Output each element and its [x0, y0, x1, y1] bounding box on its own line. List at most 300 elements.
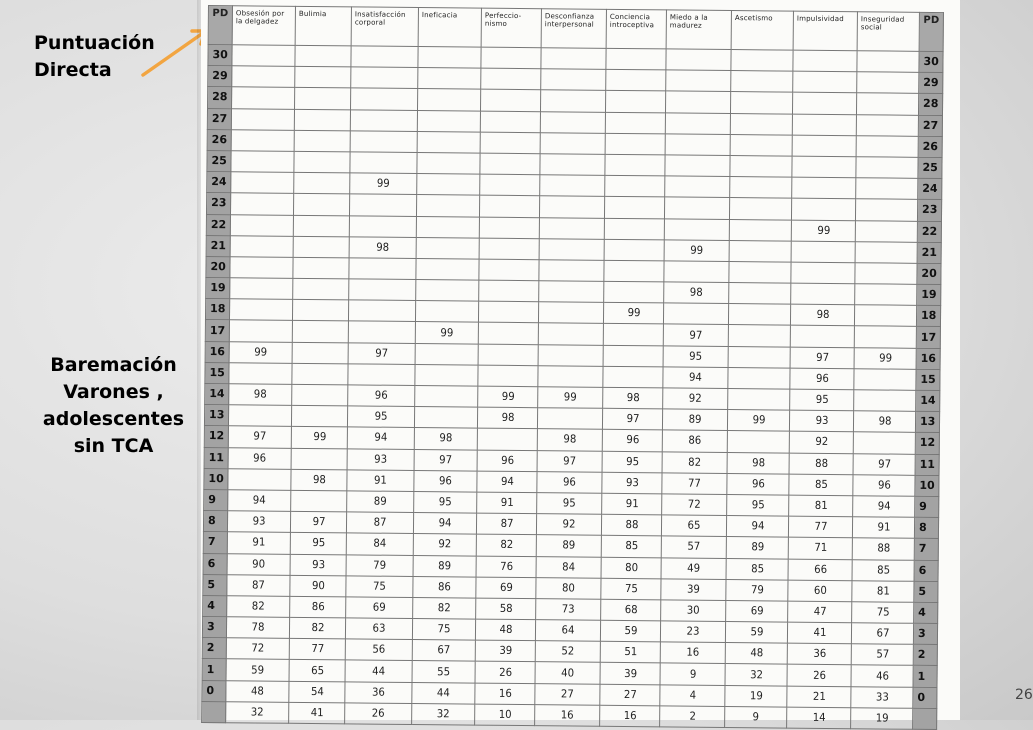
score-value: 97	[877, 457, 891, 471]
score-cell	[856, 157, 918, 179]
score-value: 82	[437, 601, 451, 615]
score-cell	[662, 430, 727, 452]
score-value: 99	[563, 390, 577, 404]
score-cell	[536, 535, 601, 557]
score-cell	[662, 409, 727, 431]
score-value: 39	[686, 582, 700, 596]
pd-cell: 30	[208, 45, 232, 66]
score-cell	[413, 513, 476, 535]
score-cell	[475, 704, 535, 726]
score-cell	[600, 684, 660, 706]
score-cell	[294, 172, 350, 194]
score-value: 41	[310, 705, 324, 720]
score-value: 9	[689, 667, 696, 681]
score-cell	[476, 577, 536, 599]
score-cell	[603, 366, 663, 388]
score-cell	[414, 449, 477, 471]
score-cell	[477, 428, 537, 450]
score-value: 97	[626, 412, 640, 426]
score-value: 93	[311, 557, 325, 571]
score-value: 26	[371, 706, 385, 720]
score-value: 48	[250, 684, 264, 698]
score-cell	[416, 258, 479, 280]
pd-cell: 4	[203, 595, 227, 616]
score-cell	[228, 468, 291, 490]
score-cell	[289, 702, 345, 724]
score-cell	[541, 48, 606, 70]
score-value: 92	[562, 517, 576, 531]
score-cell	[852, 538, 914, 560]
score-value: 98	[816, 308, 830, 322]
pd-cell-right: 29	[919, 73, 943, 94]
score-value: 30	[686, 603, 700, 617]
score-cell	[480, 111, 540, 133]
score-cell	[538, 323, 603, 345]
score-value: 85	[876, 563, 890, 577]
score-cell	[725, 643, 787, 665]
score-value: 99	[878, 351, 892, 365]
score-cell	[790, 368, 854, 390]
score-value: 57	[687, 540, 701, 554]
score-cell	[291, 448, 347, 470]
score-cell	[540, 132, 605, 154]
score-value: 4	[689, 688, 696, 702]
score-cell	[416, 237, 479, 259]
score-cell	[227, 596, 290, 618]
score-cell	[661, 557, 726, 579]
score-value: 97	[375, 346, 389, 360]
pd-cell-right: 7	[914, 539, 938, 560]
score-value: 19	[749, 688, 763, 703]
score-value: 49	[687, 561, 701, 575]
pd-cell: 7	[203, 532, 227, 553]
pointer-arrow-icon	[0, 0, 220, 90]
pd-cell: 11	[204, 447, 228, 468]
score-cell	[479, 217, 539, 239]
score-cell	[348, 300, 415, 322]
score-value: 96	[625, 433, 639, 447]
score-cell	[664, 218, 729, 240]
score-cell	[730, 113, 792, 135]
score-value: 98	[626, 391, 640, 405]
score-cell	[415, 301, 478, 323]
score-cell	[231, 172, 294, 194]
score-value: 95	[562, 496, 576, 510]
score-cell	[226, 659, 289, 681]
pd-cell-right	[913, 708, 937, 729]
score-cell	[417, 131, 480, 153]
score-cell	[479, 195, 539, 217]
score-value: 98	[689, 285, 703, 299]
score-value: 95	[815, 392, 829, 407]
score-cell	[729, 240, 791, 262]
score-value: 99	[440, 325, 454, 339]
score-cell	[293, 194, 349, 216]
score-value: 52	[561, 644, 575, 658]
score-value: 98	[751, 455, 765, 470]
score-cell	[476, 534, 536, 556]
score-cell	[604, 197, 664, 219]
score-cell	[854, 369, 916, 391]
score-cell	[662, 494, 727, 516]
score-cell	[540, 175, 605, 197]
score-cell	[293, 215, 349, 237]
score-value: 87	[251, 578, 265, 592]
score-cell	[851, 686, 913, 708]
score-cell	[538, 387, 603, 409]
score-cell	[792, 92, 856, 114]
score-cell	[853, 496, 915, 518]
score-cell	[291, 469, 347, 491]
score-value: 81	[876, 584, 890, 598]
score-value: 60	[813, 583, 827, 597]
score-value: 72	[687, 497, 701, 511]
score-value: 77	[687, 476, 701, 490]
score-value: 88	[625, 518, 639, 532]
score-cell	[788, 601, 852, 623]
score-cell	[292, 384, 348, 406]
score-value: 95	[438, 495, 452, 509]
score-cell	[414, 428, 477, 450]
score-cell	[415, 343, 478, 365]
score-cell	[855, 241, 917, 263]
score-cell	[791, 283, 855, 305]
score-cell	[854, 347, 916, 369]
score-value: 96	[253, 451, 267, 465]
score-value: 96	[374, 388, 388, 402]
score-cell	[664, 197, 729, 219]
score-cell	[601, 599, 661, 621]
score-value: 87	[373, 515, 387, 529]
score-cell	[789, 410, 853, 432]
score-cell	[416, 195, 479, 217]
score-cell	[665, 112, 730, 134]
pd-cell: 21	[206, 235, 230, 256]
score-cell	[787, 707, 851, 729]
score-value: 98	[312, 472, 326, 486]
score-value: 69	[499, 580, 513, 594]
score-cell	[603, 387, 663, 409]
pd-cell: 13	[204, 405, 228, 426]
score-value: 77	[814, 520, 828, 534]
score-cell	[792, 156, 856, 178]
score-cell	[605, 91, 665, 113]
score-cell	[478, 386, 538, 408]
score-cell	[537, 450, 602, 472]
score-cell	[788, 580, 852, 602]
score-value: 59	[624, 624, 638, 638]
score-cell	[350, 109, 417, 131]
score-cell	[788, 516, 852, 538]
column-header: Obsesión por la delgadez	[232, 6, 295, 46]
score-cell	[602, 493, 662, 515]
score-value: 41	[813, 625, 827, 640]
score-value: 99	[690, 243, 704, 257]
score-cell	[346, 533, 413, 555]
score-cell	[788, 537, 852, 559]
score-cell	[606, 70, 666, 92]
pd-cell-right: 5	[914, 581, 938, 602]
pd-cell-right: 17	[916, 327, 940, 348]
score-value: 51	[623, 645, 637, 659]
pd-cell-right: 26	[918, 136, 942, 157]
score-cell	[227, 574, 290, 596]
score-cell	[229, 384, 292, 406]
score-value: 97	[689, 328, 703, 342]
score-cell	[347, 470, 414, 492]
score-cell	[290, 596, 346, 618]
score-value: 91	[252, 535, 266, 549]
score-value: 66	[813, 562, 827, 576]
score-cell	[413, 534, 476, 556]
pd-cell: 18	[205, 299, 229, 320]
score-value: 40	[561, 665, 575, 680]
score-cell	[730, 155, 792, 177]
score-cell	[662, 473, 727, 495]
score-cell	[475, 683, 535, 705]
score-cell	[350, 131, 417, 153]
score-value: 14	[812, 710, 826, 724]
score-value: 82	[311, 621, 325, 635]
score-cell	[729, 198, 791, 220]
score-cell	[480, 89, 540, 111]
score-cell	[290, 575, 346, 597]
score-cell	[792, 135, 856, 157]
score-cell	[229, 299, 292, 321]
page-number: 26	[1015, 687, 1033, 703]
score-cell	[346, 554, 413, 576]
score-value: 85	[750, 561, 764, 575]
score-cell	[728, 367, 790, 389]
score-cell	[792, 177, 856, 199]
baremo-line-3: adolescentes	[42, 408, 185, 430]
score-value: 46	[875, 668, 889, 683]
column-header: Perfeccio- nismo	[481, 8, 541, 48]
score-cell	[853, 411, 915, 433]
column-header: Bulimia	[295, 6, 351, 46]
score-cell	[417, 152, 480, 174]
score-cell	[417, 174, 480, 196]
score-value: 92	[814, 435, 828, 449]
score-cell	[480, 132, 540, 154]
score-cell	[295, 45, 351, 67]
score-value: 82	[499, 538, 513, 552]
score-value: 84	[373, 537, 387, 551]
column-header: Miedo a la madurez	[666, 10, 731, 50]
score-value: 26	[812, 668, 826, 682]
column-header: Ascetismo	[731, 11, 793, 51]
score-cell	[348, 385, 415, 407]
score-cell	[728, 325, 790, 347]
score-cell	[347, 427, 414, 449]
score-value: 94	[751, 519, 765, 533]
score-cell	[480, 153, 540, 175]
score-cell	[232, 87, 295, 109]
pd-cell: 10	[204, 468, 228, 489]
score-cell	[791, 220, 855, 242]
score-cell	[350, 152, 417, 174]
score-cell	[725, 706, 787, 728]
score-cell	[604, 218, 664, 240]
score-cell	[291, 406, 347, 428]
score-value: 68	[624, 602, 638, 617]
score-value: 39	[623, 666, 637, 680]
score-cell	[231, 129, 294, 151]
score-cell	[852, 559, 914, 581]
score-cell	[346, 597, 413, 619]
score-cell	[728, 304, 790, 326]
pd-cell: 5	[203, 574, 227, 595]
pd-cell: 16	[205, 341, 229, 362]
score-cell	[660, 642, 725, 664]
score-value: 57	[875, 647, 889, 661]
score-value: 93	[625, 475, 639, 489]
score-cell	[727, 473, 789, 495]
score-cell	[539, 238, 604, 260]
pd-cell-right: 15	[916, 369, 940, 390]
pd-cell: 15	[205, 362, 229, 383]
score-cell	[226, 680, 289, 702]
score-cell	[856, 114, 918, 136]
score-cell	[856, 178, 918, 200]
score-cell	[661, 536, 726, 558]
score-cell	[415, 364, 478, 386]
score-cell	[790, 304, 854, 326]
score-cell	[290, 554, 346, 576]
column-header: Ineficacia	[418, 8, 481, 48]
score-cell	[227, 553, 290, 575]
score-cell	[538, 344, 603, 366]
score-cell	[603, 345, 663, 367]
score-cell	[854, 326, 916, 348]
pd-cell: 27	[207, 108, 231, 129]
score-cell	[345, 703, 412, 725]
score-value: 86	[311, 599, 325, 614]
pd-cell-right: 30	[919, 51, 943, 72]
score-cell	[664, 261, 729, 283]
pd-cell: 23	[206, 193, 230, 214]
score-value: 67	[437, 643, 451, 657]
score-cell	[666, 49, 731, 71]
score-cell	[535, 662, 600, 684]
score-value: 32	[436, 707, 450, 721]
score-cell	[475, 640, 535, 662]
score-value: 99	[816, 223, 830, 237]
score-cell	[228, 426, 291, 448]
score-cell	[478, 323, 538, 345]
score-cell	[348, 321, 415, 343]
score-value: 99	[501, 389, 515, 404]
score-value: 90	[311, 578, 325, 592]
score-value: 81	[814, 498, 828, 512]
score-cell	[415, 322, 478, 344]
score-cell	[666, 70, 731, 92]
score-value: 65	[310, 663, 324, 677]
score-cell	[790, 389, 854, 411]
pd-cell: 9	[204, 489, 228, 510]
score-cell	[730, 92, 792, 114]
score-value: 85	[814, 477, 828, 491]
score-cell	[602, 472, 662, 494]
score-value: 94	[500, 474, 514, 488]
score-value: 95	[311, 536, 325, 550]
score-value: 78	[251, 620, 265, 634]
score-value: 23	[686, 624, 700, 638]
score-value: 86	[437, 580, 451, 594]
score-value: 56	[372, 642, 386, 657]
score-cell	[535, 620, 600, 642]
score-value: 97	[253, 429, 267, 444]
score-cell	[413, 576, 476, 598]
score-cell	[728, 389, 790, 411]
score-cell	[229, 320, 292, 342]
score-value: 96	[562, 475, 576, 489]
score-cell	[601, 536, 661, 558]
score-cell	[475, 662, 535, 684]
score-cell	[478, 365, 538, 387]
score-cell	[412, 619, 475, 641]
score-cell	[600, 642, 660, 664]
pd-cell: 0	[202, 680, 226, 701]
pd-cell-right: 19	[917, 284, 941, 305]
score-cell	[661, 600, 726, 622]
score-value: 94	[252, 493, 266, 507]
score-cell	[347, 491, 414, 513]
score-cell	[348, 364, 415, 386]
score-value: 97	[312, 515, 326, 529]
pd-cell: 29	[208, 66, 232, 87]
pd-label-line1: Puntuación	[34, 32, 155, 54]
score-cell	[605, 112, 665, 134]
score-cell	[725, 685, 787, 707]
score-cell	[345, 681, 412, 703]
score-cell	[539, 196, 604, 218]
score-value: 91	[625, 497, 639, 511]
score-cell	[726, 537, 788, 559]
score-cell	[852, 517, 914, 539]
score-cell	[600, 620, 660, 642]
pd-cell-right: 23	[917, 200, 941, 221]
pd-label-line2: Directa	[34, 59, 112, 81]
score-cell	[535, 683, 600, 705]
score-cell	[851, 623, 913, 645]
score-cell	[292, 342, 348, 364]
score-cell	[292, 300, 348, 322]
score-value: 75	[876, 605, 890, 619]
score-cell	[226, 617, 289, 639]
score-cell	[793, 50, 857, 72]
score-cell	[727, 494, 789, 516]
pd-cell-right: 9	[915, 496, 939, 517]
score-cell	[230, 257, 293, 279]
column-header: Desconfianza interpersonal	[541, 9, 606, 49]
score-cell	[539, 281, 604, 303]
score-cell	[606, 48, 666, 70]
score-value: 47	[813, 604, 827, 618]
score-cell	[536, 599, 601, 621]
score-cell	[853, 474, 915, 496]
score-value: 39	[498, 644, 512, 658]
score-cell	[231, 151, 294, 173]
score-cell	[293, 278, 349, 300]
score-value: 48	[749, 646, 763, 660]
score-value: 97	[563, 454, 577, 468]
pd-cell-right: 21	[917, 242, 941, 263]
score-value: 96	[815, 371, 829, 385]
score-value: 89	[562, 538, 576, 552]
pd-cell: 22	[206, 214, 230, 235]
pd-cell: 19	[206, 278, 230, 299]
